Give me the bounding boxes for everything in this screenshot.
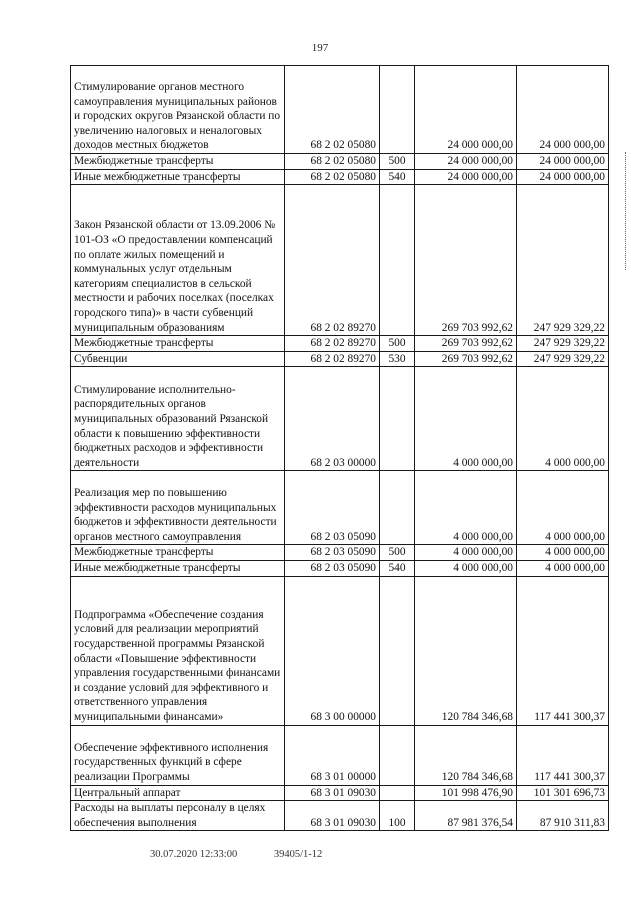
row-amount-1: 120 784 346,68 xyxy=(415,576,517,725)
row-code: 68 3 01 09030 xyxy=(285,801,380,831)
row-amount-2: 24 000 000,00 xyxy=(517,154,609,170)
row-amount-2: 117 441 300,37 xyxy=(517,725,609,785)
row-code: 68 2 03 05090 xyxy=(285,471,380,545)
row-name: Стимулирование органов местного самоуправления муниципальных районов и городских округов Рязанской области по увеличению налоговых и неналоговых доходов местных бюджетов xyxy=(71,66,285,154)
margin-mark xyxy=(625,152,627,270)
row-name: Иные межбюджетные трансферты xyxy=(71,560,285,576)
row-expense-type xyxy=(380,785,415,801)
row-name: Закон Рязанской области от 13.09.2006 № 101-ОЗ «О предоставлении компенсаций по оплате жилых помещений и коммунальных услуг отдельным категориям специалистов в сельской местности и рабочих поселках (поселках городского типа)» в части субвенций муниципальным образованиям xyxy=(71,185,285,336)
row-amount-1: 269 703 992,62 xyxy=(415,185,517,336)
row-amount-1: 4 000 000,00 xyxy=(415,471,517,545)
row-code: 68 2 02 89270 xyxy=(285,185,380,336)
row-amount-2: 247 929 329,22 xyxy=(517,351,609,367)
footer-doc-number: 39405/1-12 xyxy=(273,849,323,860)
row-name: Межбюджетные трансферты xyxy=(71,154,285,170)
budget-table xyxy=(70,65,609,831)
table-row xyxy=(71,351,609,367)
row-amount-2: 24 000 000,00 xyxy=(517,66,609,154)
row-amount-1: 269 703 992,62 xyxy=(415,351,517,367)
row-expense-type: 540 xyxy=(380,169,415,185)
row-amount-1: 24 000 000,00 xyxy=(415,66,517,154)
row-amount-2: 247 929 329,22 xyxy=(517,185,609,336)
row-expense-type xyxy=(380,367,415,471)
row-code: 68 2 02 89270 xyxy=(285,336,380,352)
row-expense-type: 530 xyxy=(380,351,415,367)
row-expense-type xyxy=(380,725,415,785)
row-amount-1: 87 981 376,54 xyxy=(415,801,517,831)
row-code: 68 2 02 05080 xyxy=(285,66,380,154)
table-row xyxy=(71,367,609,471)
row-name: Межбюджетные трансферты xyxy=(71,545,285,561)
row-name: Стимулирование исполнительно-распорядительных органов муниципальных образований Рязанской области к повышению эффективности бюджетных расходов и эффективности деятельности xyxy=(71,367,285,471)
table-row xyxy=(71,545,609,561)
row-code: 68 3 01 00000 xyxy=(285,725,380,785)
row-expense-type: 100 xyxy=(380,801,415,831)
row-amount-1: 4 000 000,00 xyxy=(415,560,517,576)
table-row xyxy=(71,169,609,185)
row-name: Иные межбюджетные трансферты xyxy=(71,169,285,185)
row-code: 68 2 02 05080 xyxy=(285,169,380,185)
table-row xyxy=(71,154,609,170)
footer xyxy=(150,849,356,860)
row-name: Центральный аппарат xyxy=(71,785,285,801)
row-amount-1: 24 000 000,00 xyxy=(415,154,517,170)
row-expense-type xyxy=(380,576,415,725)
row-expense-type xyxy=(380,66,415,154)
row-amount-2: 24 000 000,00 xyxy=(517,169,609,185)
row-code: 68 2 03 05090 xyxy=(285,560,380,576)
row-amount-1: 4 000 000,00 xyxy=(415,545,517,561)
row-amount-2: 4 000 000,00 xyxy=(517,560,609,576)
row-amount-2: 4 000 000,00 xyxy=(517,545,609,561)
table-row xyxy=(71,785,609,801)
row-expense-type: 500 xyxy=(380,336,415,352)
row-code: 68 2 02 05080 xyxy=(285,154,380,170)
row-amount-2: 4 000 000,00 xyxy=(517,471,609,545)
row-name: Расходы на выплаты персоналу в целях обеспечения выполнения xyxy=(71,801,285,831)
row-amount-1: 4 000 000,00 xyxy=(415,367,517,471)
row-code: 68 3 00 00000 xyxy=(285,576,380,725)
table-row xyxy=(71,471,609,545)
row-expense-type xyxy=(380,185,415,336)
row-name: Межбюджетные трансферты xyxy=(71,336,285,352)
table-row xyxy=(71,185,609,336)
row-expense-type: 500 xyxy=(380,545,415,561)
row-code: 68 2 02 89270 xyxy=(285,351,380,367)
table-row xyxy=(71,576,609,725)
row-expense-type: 540 xyxy=(380,560,415,576)
row-amount-2: 117 441 300,37 xyxy=(517,576,609,725)
row-amount-2: 87 910 311,83 xyxy=(517,801,609,831)
row-amount-1: 101 998 476,90 xyxy=(415,785,517,801)
row-amount-2: 101 301 696,73 xyxy=(517,785,609,801)
table-row xyxy=(71,725,609,785)
row-amount-1: 24 000 000,00 xyxy=(415,169,517,185)
row-name: Обеспечение эффективного исполнения государственных функций в сфере реализации Программы xyxy=(71,725,285,785)
row-expense-type xyxy=(380,471,415,545)
footer-timestamp: 30.07.2020 12:33:00 xyxy=(150,849,238,860)
row-code: 68 2 03 00000 xyxy=(285,367,380,471)
row-amount-2: 4 000 000,00 xyxy=(517,367,609,471)
table-row xyxy=(71,560,609,576)
row-code: 68 2 03 05090 xyxy=(285,545,380,561)
page-number: 197 xyxy=(311,42,329,54)
table-row xyxy=(71,801,609,831)
row-amount-1: 269 703 992,62 xyxy=(415,336,517,352)
row-amount-1: 120 784 346,68 xyxy=(415,725,517,785)
table-row xyxy=(71,66,609,154)
row-name: Субвенции xyxy=(71,351,285,367)
row-expense-type: 500 xyxy=(380,154,415,170)
table-row xyxy=(71,336,609,352)
row-name: Подпрограмма «Обеспечение создания условий для реализации мероприятий государственной программы Рязанской области «Повышение эффективности управления государственными финансами и создание условий для эффективного и ответственного управления муниципальными финансами» xyxy=(71,576,285,725)
row-amount-2: 247 929 329,22 xyxy=(517,336,609,352)
row-code: 68 3 01 09030 xyxy=(285,785,380,801)
row-name: Реализация мер по повышению эффективности расходов муниципальных бюджетов и эффективности деятельности органов местного самоуправления xyxy=(71,471,285,545)
